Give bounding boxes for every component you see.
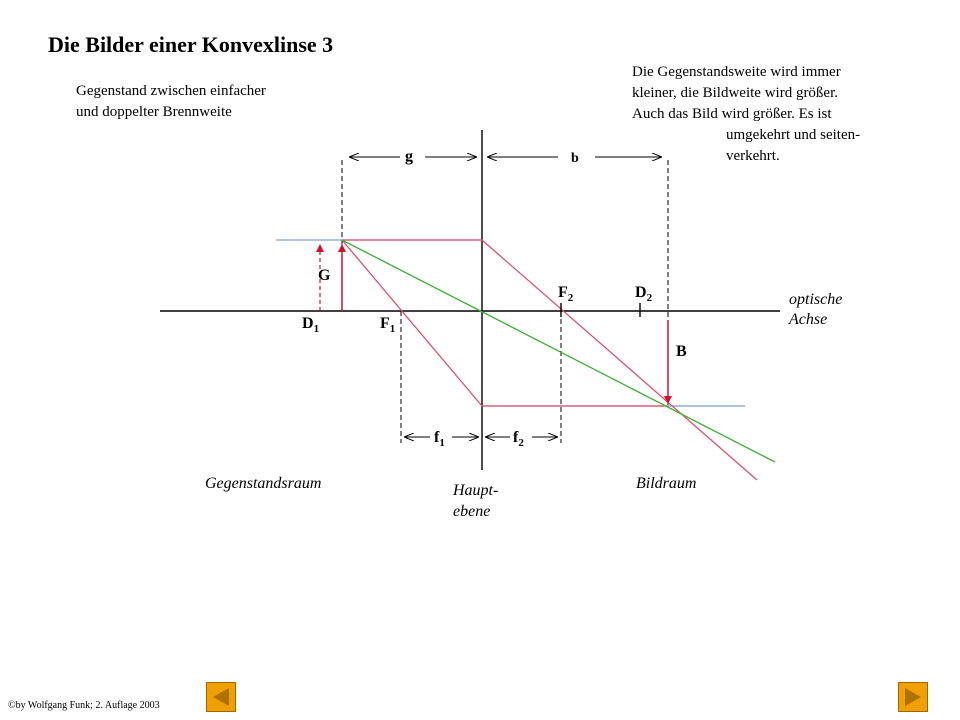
focal-ray-through-f2 bbox=[342, 240, 757, 480]
label-image-B: B bbox=[676, 343, 687, 360]
next-slide-button[interactable] bbox=[898, 682, 928, 712]
description-left-line: und doppelter Brennweite bbox=[76, 104, 232, 120]
page-title: Die Bilder einer Konvexlinse 3 bbox=[48, 32, 334, 57]
label-f1-distance: $f_1$ bbox=[434, 429, 445, 449]
central-ray bbox=[342, 240, 775, 462]
label-d1: $D_1$ bbox=[302, 315, 320, 335]
label-optical-axis: optische Achse bbox=[789, 291, 843, 328]
label-d2: $D_2$ bbox=[635, 284, 653, 304]
description-right-line: Auch das Bild wird größer. Es ist bbox=[632, 106, 832, 122]
description-right-line: Die Gegenstandsweite wird immer bbox=[632, 64, 841, 80]
description-left-line: Gegenstand zwischen einfacher bbox=[76, 83, 266, 99]
label-b: b bbox=[571, 151, 579, 166]
description-right-line: kleiner, die Bildweite wird größer. bbox=[632, 85, 839, 101]
copyright: ©by Wolfgang Funk; 2. Auflage 2003 bbox=[8, 700, 160, 711]
description-right-line: verkehrt. bbox=[726, 148, 780, 164]
description-right-line: umgekehrt und seiten- bbox=[726, 127, 861, 143]
label-g: g bbox=[405, 148, 413, 165]
label-image-space: Bildraum bbox=[636, 475, 697, 492]
triangle-right-icon bbox=[899, 683, 927, 711]
label-f2-distance: $f_2$ bbox=[513, 429, 524, 449]
triangle-left-icon bbox=[207, 683, 235, 711]
label-object-G: G bbox=[318, 267, 331, 284]
label-main-plane: Haupt- ebene bbox=[453, 482, 499, 520]
previous-slide-button[interactable] bbox=[206, 682, 236, 712]
label-object-space: Gegenstandsraum bbox=[205, 475, 322, 492]
label-f2: $F_2$ bbox=[558, 284, 574, 304]
label-f1: $F_1$ bbox=[380, 315, 396, 335]
